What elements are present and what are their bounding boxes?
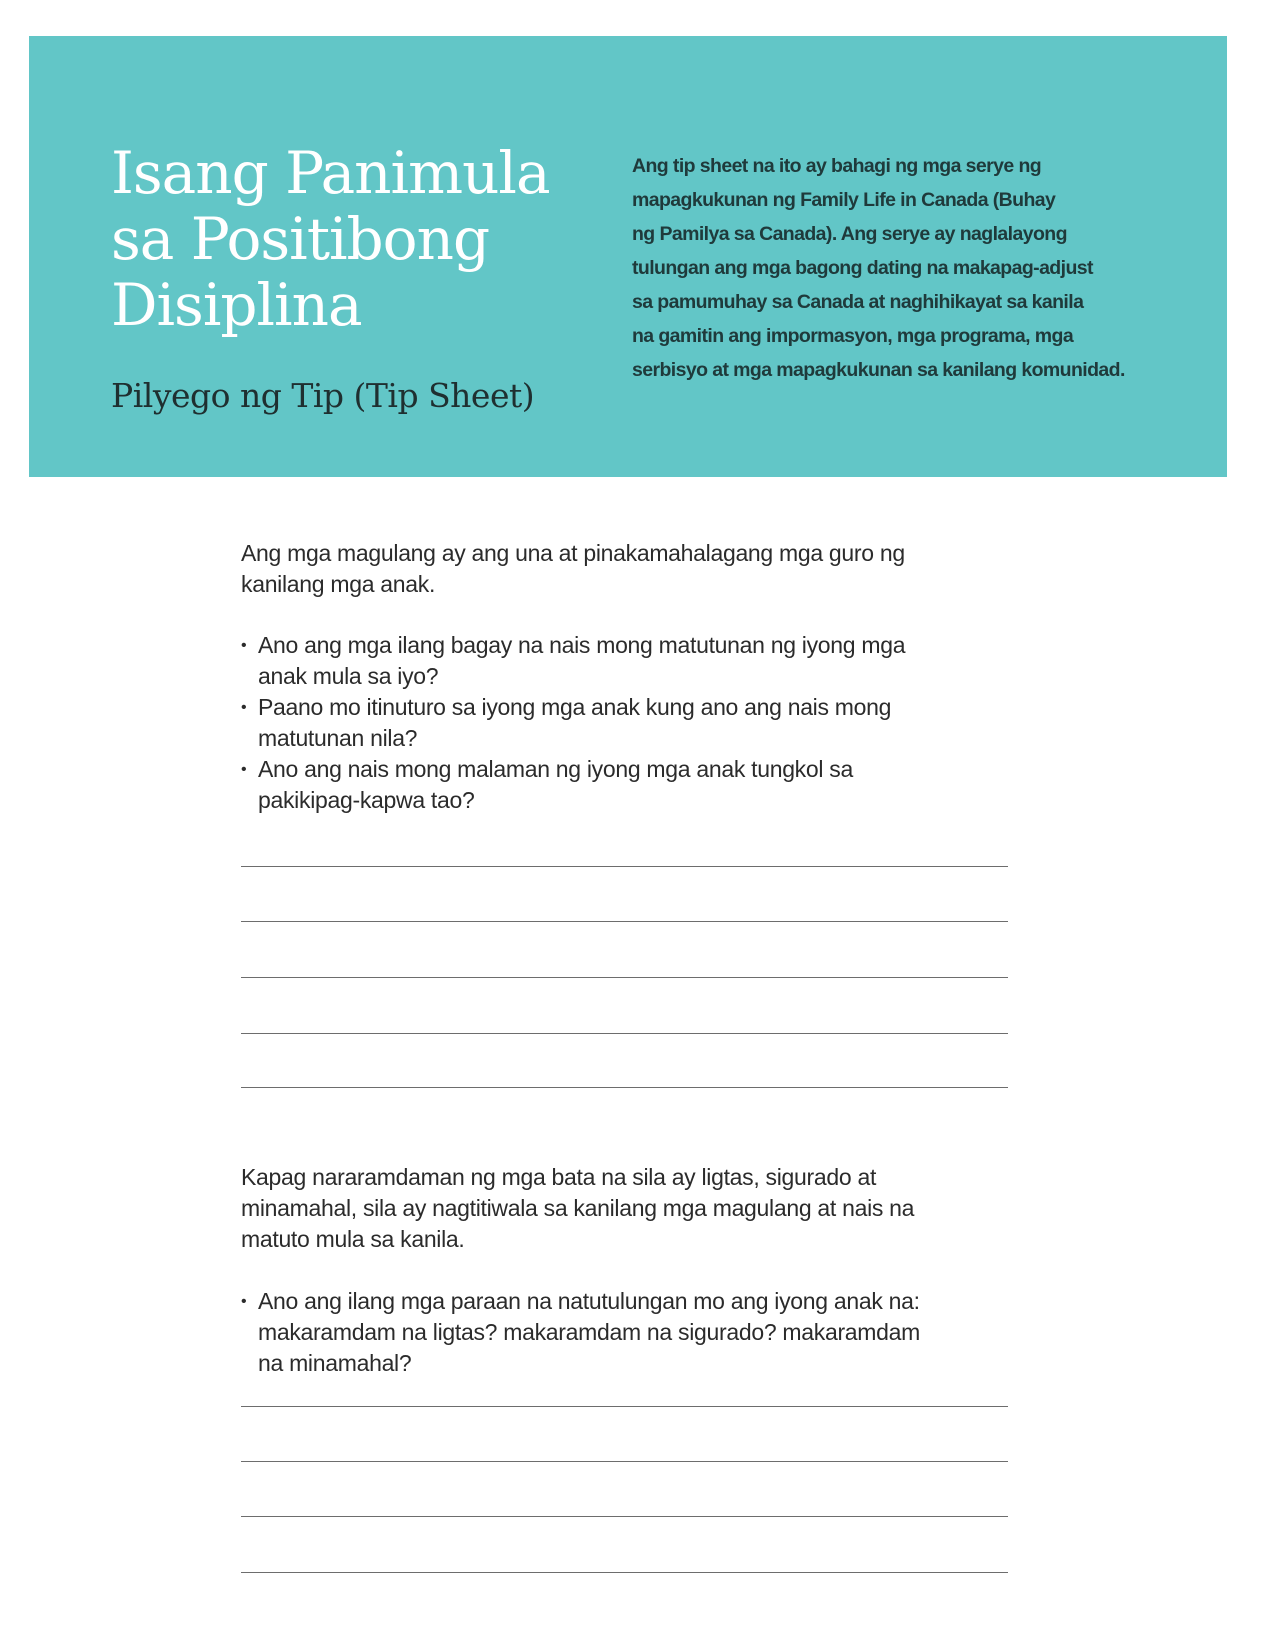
bullet-icon: • — [241, 761, 247, 778]
question-line: Paano mo itinuturo sa iyong mga anak kung ano ang nais mong — [258, 694, 892, 720]
intro-line: ng Pamilya sa Canada). Ang serye ay naglalayong — [632, 223, 1067, 245]
section-paragraph — [241, 1162, 1021, 1255]
intro-line: sa pamumuhay sa Canada at naghihikayat sa kanila — [632, 291, 1084, 313]
question-line: Ano ang mga ilang bagay na nais mong matutunan ng iyong mga — [258, 632, 906, 658]
header-banner — [29, 36, 1227, 477]
section-safe-secure-loved — [241, 1162, 1021, 1379]
question-item — [241, 1286, 1021, 1379]
question-list — [241, 1286, 1021, 1379]
answer-line[interactable] — [241, 866, 1008, 867]
question-item — [241, 692, 1021, 754]
section-parents-teachers — [241, 538, 1021, 816]
page-title — [111, 140, 631, 338]
question-line: pakikipag-kapwa tao? — [258, 787, 475, 813]
title-line: Disiplina — [111, 271, 362, 339]
question-list — [241, 630, 1021, 816]
question-line: Ano ang nais mong malaman ng iyong mga anak tungkol sa — [258, 756, 853, 782]
title-line: Isang Panimula — [111, 139, 550, 207]
bullet-icon: • — [241, 699, 247, 716]
intro-line: na gamitin ang impormasyon, mga programa, mga — [632, 325, 1074, 347]
paragraph-line: matuto mula sa kanila. — [241, 1226, 465, 1252]
paragraph-line: minamahal, sila ay nagtitiwala sa kanilang mga magulang at nais na — [241, 1195, 915, 1221]
answer-line[interactable] — [241, 1461, 1008, 1462]
question-line: Ano ang ilang mga paraan na natutulungan mo ang iyong anak na: — [258, 1288, 920, 1314]
answer-line[interactable] — [241, 1572, 1008, 1573]
title-line: sa Positibong — [111, 205, 490, 273]
intro-line: tulungan ang mga bagong dating na makapag-adjust — [632, 257, 1093, 279]
answer-line[interactable] — [241, 921, 1008, 922]
answer-line[interactable] — [241, 1033, 1008, 1034]
paragraph-line: Ang mga magulang ay ang una at pinakamahalagang mga guro ng — [241, 540, 905, 566]
intro-line: serbisyo at mga mapagkukunan sa kanilang komunidad. — [632, 359, 1125, 381]
bullet-icon: • — [241, 637, 247, 654]
question-item — [241, 630, 1021, 692]
page-subtitle: Pilyego ng Tip (Tip Sheet) — [111, 376, 535, 415]
paragraph-line: kanilang mga anak. — [241, 571, 436, 597]
intro-line: Ang tip sheet na ito ay bahagi ng mga serye ng — [632, 155, 1042, 177]
answer-line[interactable] — [241, 1087, 1008, 1088]
question-line: na minamahal? — [258, 1350, 412, 1376]
intro-text — [632, 149, 1192, 387]
bullet-icon: • — [241, 1293, 247, 1310]
paragraph-line: Kapag nararamdaman ng mga bata na sila ay ligtas, sigurado at — [241, 1164, 877, 1190]
section-paragraph — [241, 538, 1021, 600]
question-line: matutunan nila? — [258, 725, 418, 751]
question-item — [241, 754, 1021, 816]
answer-line[interactable] — [241, 1516, 1008, 1517]
answer-line[interactable] — [241, 977, 1008, 978]
intro-line: mapagkukunan ng Family Life in Canada (Buhay — [632, 189, 1056, 211]
question-line: anak mula sa iyo? — [258, 663, 439, 689]
question-line: makaramdam na ligtas? makaramdam na sigurado? makaramdam — [258, 1319, 920, 1345]
answer-line[interactable] — [241, 1406, 1008, 1407]
